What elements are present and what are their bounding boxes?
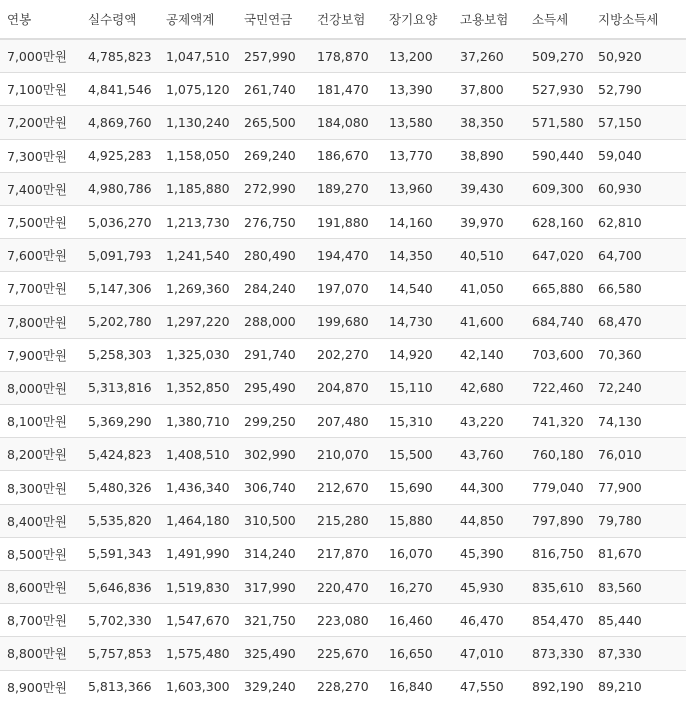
- cell-local-income-tax: 52,790: [591, 73, 686, 106]
- table-row: [0, 272, 686, 305]
- cell-national-pension: 314,240: [237, 537, 310, 570]
- cell-income-tax: 873,330: [525, 637, 591, 670]
- cell-income-tax: 703,600: [525, 338, 591, 371]
- cell-long-term-care: 14,540: [382, 272, 453, 305]
- cell-local-income-tax: 50,920: [591, 39, 686, 73]
- cell-national-pension: 295,490: [237, 371, 310, 404]
- cell-employment-insurance: 44,850: [453, 504, 525, 537]
- cell-health-insurance: 212,670: [310, 471, 382, 504]
- cell-local-income-tax: 85,440: [591, 604, 686, 637]
- cell-health-insurance: 220,470: [310, 571, 382, 604]
- cell-long-term-care: 13,200: [382, 39, 453, 73]
- cell-annual-salary: 8,400만원: [0, 504, 81, 537]
- cell-health-insurance: 194,470: [310, 239, 382, 272]
- cell-annual-salary: 7,200만원: [0, 106, 81, 139]
- cell-total-deductions: 1,519,830: [159, 571, 237, 604]
- cell-health-insurance: 199,680: [310, 305, 382, 338]
- cell-net-pay: 5,313,816: [81, 371, 159, 404]
- cell-national-pension: 269,240: [237, 139, 310, 172]
- cell-income-tax: 527,930: [525, 73, 591, 106]
- cell-national-pension: 261,740: [237, 73, 310, 106]
- cell-health-insurance: 223,080: [310, 604, 382, 637]
- cell-total-deductions: 1,380,710: [159, 405, 237, 438]
- cell-national-pension: 299,250: [237, 405, 310, 438]
- cell-net-pay: 5,591,343: [81, 537, 159, 570]
- cell-local-income-tax: 74,130: [591, 405, 686, 438]
- cell-health-insurance: 225,670: [310, 637, 382, 670]
- table-row: [0, 106, 686, 139]
- table-row: [0, 371, 686, 404]
- cell-national-pension: 329,240: [237, 670, 310, 703]
- cell-national-pension: 280,490: [237, 239, 310, 272]
- header-long-term-care: 장기요양: [382, 0, 453, 39]
- cell-net-pay: 4,841,546: [81, 73, 159, 106]
- cell-national-pension: 325,490: [237, 637, 310, 670]
- cell-annual-salary: 8,900만원: [0, 670, 81, 703]
- cell-employment-insurance: 42,680: [453, 371, 525, 404]
- cell-total-deductions: 1,130,240: [159, 106, 237, 139]
- cell-local-income-tax: 81,670: [591, 537, 686, 570]
- cell-national-pension: 321,750: [237, 604, 310, 637]
- table-row: [0, 405, 686, 438]
- cell-net-pay: 4,980,786: [81, 172, 159, 205]
- cell-total-deductions: 1,464,180: [159, 504, 237, 537]
- cell-local-income-tax: 59,040: [591, 139, 686, 172]
- cell-health-insurance: 181,470: [310, 73, 382, 106]
- cell-total-deductions: 1,352,850: [159, 371, 237, 404]
- cell-long-term-care: 13,390: [382, 73, 453, 106]
- cell-employment-insurance: 47,550: [453, 670, 525, 703]
- cell-income-tax: 892,190: [525, 670, 591, 703]
- cell-net-pay: 5,036,270: [81, 205, 159, 238]
- cell-local-income-tax: 57,150: [591, 106, 686, 139]
- cell-health-insurance: 191,880: [310, 205, 382, 238]
- cell-net-pay: 4,869,760: [81, 106, 159, 139]
- cell-local-income-tax: 70,360: [591, 338, 686, 371]
- header-total-deductions: 공제액계: [159, 0, 237, 39]
- table-row: [0, 438, 686, 471]
- table-row: [0, 205, 686, 238]
- cell-employment-insurance: 44,300: [453, 471, 525, 504]
- cell-annual-salary: 8,200만원: [0, 438, 81, 471]
- cell-annual-salary: 7,700만원: [0, 272, 81, 305]
- cell-employment-insurance: 37,260: [453, 39, 525, 73]
- cell-total-deductions: 1,603,300: [159, 670, 237, 703]
- cell-health-insurance: 186,670: [310, 139, 382, 172]
- cell-total-deductions: 1,436,340: [159, 471, 237, 504]
- header-net-pay: 실수령액: [81, 0, 159, 39]
- cell-net-pay: 5,757,853: [81, 637, 159, 670]
- cell-local-income-tax: 76,010: [591, 438, 686, 471]
- cell-local-income-tax: 77,900: [591, 471, 686, 504]
- header-employment-insurance: 고용보험: [453, 0, 525, 39]
- cell-health-insurance: 210,070: [310, 438, 382, 471]
- cell-employment-insurance: 45,930: [453, 571, 525, 604]
- cell-net-pay: 5,202,780: [81, 305, 159, 338]
- cell-net-pay: 5,535,820: [81, 504, 159, 537]
- table-row: [0, 172, 686, 205]
- table-row: [0, 670, 686, 703]
- table-row: [0, 39, 686, 73]
- table-row: [0, 571, 686, 604]
- cell-health-insurance: 217,870: [310, 537, 382, 570]
- cell-income-tax: 741,320: [525, 405, 591, 438]
- cell-net-pay: 5,369,290: [81, 405, 159, 438]
- table-row: [0, 537, 686, 570]
- cell-local-income-tax: 89,210: [591, 670, 686, 703]
- cell-total-deductions: 1,325,030: [159, 338, 237, 371]
- cell-income-tax: 665,880: [525, 272, 591, 305]
- cell-net-pay: 5,091,793: [81, 239, 159, 272]
- cell-total-deductions: 1,185,880: [159, 172, 237, 205]
- cell-national-pension: 265,500: [237, 106, 310, 139]
- header-national-pension: 국민연금: [237, 0, 310, 39]
- table-row: [0, 73, 686, 106]
- cell-income-tax: 779,040: [525, 471, 591, 504]
- table-row: [0, 604, 686, 637]
- cell-health-insurance: 202,270: [310, 338, 382, 371]
- cell-employment-insurance: 41,050: [453, 272, 525, 305]
- cell-health-insurance: 228,270: [310, 670, 382, 703]
- cell-income-tax: 816,750: [525, 537, 591, 570]
- cell-total-deductions: 1,269,360: [159, 272, 237, 305]
- cell-annual-salary: 7,500만원: [0, 205, 81, 238]
- cell-total-deductions: 1,241,540: [159, 239, 237, 272]
- cell-total-deductions: 1,213,730: [159, 205, 237, 238]
- cell-long-term-care: 15,690: [382, 471, 453, 504]
- cell-income-tax: 647,020: [525, 239, 591, 272]
- cell-annual-salary: 8,100만원: [0, 405, 81, 438]
- cell-long-term-care: 16,650: [382, 637, 453, 670]
- cell-local-income-tax: 66,580: [591, 272, 686, 305]
- cell-national-pension: 288,000: [237, 305, 310, 338]
- cell-health-insurance: 184,080: [310, 106, 382, 139]
- cell-health-insurance: 178,870: [310, 39, 382, 73]
- cell-long-term-care: 15,310: [382, 405, 453, 438]
- cell-annual-salary: 8,700만원: [0, 604, 81, 637]
- cell-national-pension: 257,990: [237, 39, 310, 73]
- cell-local-income-tax: 62,810: [591, 205, 686, 238]
- cell-long-term-care: 15,110: [382, 371, 453, 404]
- cell-annual-salary: 7,900만원: [0, 338, 81, 371]
- cell-local-income-tax: 64,700: [591, 239, 686, 272]
- cell-income-tax: 628,160: [525, 205, 591, 238]
- cell-employment-insurance: 46,470: [453, 604, 525, 637]
- cell-annual-salary: 7,100만원: [0, 73, 81, 106]
- header-income-tax: 소득세: [525, 0, 591, 39]
- header-annual-salary: 연봉: [0, 0, 81, 39]
- header-row: [0, 0, 686, 39]
- cell-annual-salary: 7,600만원: [0, 239, 81, 272]
- cell-income-tax: 571,580: [525, 106, 591, 139]
- cell-annual-salary: 8,300만원: [0, 471, 81, 504]
- cell-health-insurance: 215,280: [310, 504, 382, 537]
- cell-annual-salary: 7,400만원: [0, 172, 81, 205]
- header-local-income-tax: 지방소득세: [591, 0, 686, 39]
- cell-national-pension: 310,500: [237, 504, 310, 537]
- cell-total-deductions: 1,547,670: [159, 604, 237, 637]
- table-row: [0, 471, 686, 504]
- table-row: [0, 637, 686, 670]
- cell-total-deductions: 1,297,220: [159, 305, 237, 338]
- header-health-insurance: 건강보험: [310, 0, 382, 39]
- cell-national-pension: 317,990: [237, 571, 310, 604]
- cell-long-term-care: 15,880: [382, 504, 453, 537]
- cell-employment-insurance: 37,800: [453, 73, 525, 106]
- cell-annual-salary: 8,500만원: [0, 537, 81, 570]
- cell-local-income-tax: 60,930: [591, 172, 686, 205]
- cell-employment-insurance: 38,350: [453, 106, 525, 139]
- table-row: [0, 139, 686, 172]
- cell-national-pension: 302,990: [237, 438, 310, 471]
- table-header: [0, 0, 686, 39]
- cell-health-insurance: 207,480: [310, 405, 382, 438]
- cell-income-tax: 835,610: [525, 571, 591, 604]
- cell-long-term-care: 16,070: [382, 537, 453, 570]
- cell-employment-insurance: 39,430: [453, 172, 525, 205]
- cell-income-tax: 722,460: [525, 371, 591, 404]
- cell-income-tax: 590,440: [525, 139, 591, 172]
- cell-total-deductions: 1,047,510: [159, 39, 237, 73]
- cell-total-deductions: 1,075,120: [159, 73, 237, 106]
- cell-annual-salary: 7,800만원: [0, 305, 81, 338]
- cell-income-tax: 854,470: [525, 604, 591, 637]
- cell-health-insurance: 189,270: [310, 172, 382, 205]
- cell-net-pay: 4,785,823: [81, 39, 159, 73]
- table-row: [0, 305, 686, 338]
- cell-income-tax: 684,740: [525, 305, 591, 338]
- cell-long-term-care: 16,270: [382, 571, 453, 604]
- cell-long-term-care: 16,460: [382, 604, 453, 637]
- cell-long-term-care: 13,580: [382, 106, 453, 139]
- cell-local-income-tax: 83,560: [591, 571, 686, 604]
- cell-national-pension: 291,740: [237, 338, 310, 371]
- cell-local-income-tax: 72,240: [591, 371, 686, 404]
- cell-annual-salary: 7,000만원: [0, 39, 81, 73]
- table-row: [0, 338, 686, 371]
- cell-employment-insurance: 39,970: [453, 205, 525, 238]
- cell-annual-salary: 8,000만원: [0, 371, 81, 404]
- table-body: [0, 39, 686, 703]
- cell-employment-insurance: 47,010: [453, 637, 525, 670]
- cell-long-term-care: 14,730: [382, 305, 453, 338]
- cell-income-tax: 609,300: [525, 172, 591, 205]
- cell-employment-insurance: 42,140: [453, 338, 525, 371]
- cell-employment-insurance: 40,510: [453, 239, 525, 272]
- cell-local-income-tax: 79,780: [591, 504, 686, 537]
- cell-total-deductions: 1,158,050: [159, 139, 237, 172]
- cell-long-term-care: 16,840: [382, 670, 453, 703]
- cell-employment-insurance: 38,890: [453, 139, 525, 172]
- cell-net-pay: 5,258,303: [81, 338, 159, 371]
- cell-employment-insurance: 45,390: [453, 537, 525, 570]
- cell-annual-salary: 7,300만원: [0, 139, 81, 172]
- cell-income-tax: 797,890: [525, 504, 591, 537]
- table-row: [0, 239, 686, 272]
- cell-net-pay: 5,813,366: [81, 670, 159, 703]
- cell-employment-insurance: 43,220: [453, 405, 525, 438]
- cell-long-term-care: 13,770: [382, 139, 453, 172]
- cell-net-pay: 5,424,823: [81, 438, 159, 471]
- cell-total-deductions: 1,491,990: [159, 537, 237, 570]
- cell-net-pay: 4,925,283: [81, 139, 159, 172]
- cell-income-tax: 760,180: [525, 438, 591, 471]
- cell-net-pay: 5,646,836: [81, 571, 159, 604]
- cell-national-pension: 284,240: [237, 272, 310, 305]
- cell-long-term-care: 14,920: [382, 338, 453, 371]
- cell-employment-insurance: 43,760: [453, 438, 525, 471]
- cell-long-term-care: 14,160: [382, 205, 453, 238]
- cell-income-tax: 509,270: [525, 39, 591, 73]
- cell-total-deductions: 1,408,510: [159, 438, 237, 471]
- cell-national-pension: 272,990: [237, 172, 310, 205]
- cell-annual-salary: 8,800만원: [0, 637, 81, 670]
- cell-total-deductions: 1,575,480: [159, 637, 237, 670]
- cell-local-income-tax: 68,470: [591, 305, 686, 338]
- cell-health-insurance: 204,870: [310, 371, 382, 404]
- cell-national-pension: 306,740: [237, 471, 310, 504]
- cell-local-income-tax: 87,330: [591, 637, 686, 670]
- cell-net-pay: 5,702,330: [81, 604, 159, 637]
- cell-national-pension: 276,750: [237, 205, 310, 238]
- cell-long-term-care: 15,500: [382, 438, 453, 471]
- cell-net-pay: 5,147,306: [81, 272, 159, 305]
- cell-health-insurance: 197,070: [310, 272, 382, 305]
- cell-net-pay: 5,480,326: [81, 471, 159, 504]
- cell-long-term-care: 13,960: [382, 172, 453, 205]
- table-row: [0, 504, 686, 537]
- cell-long-term-care: 14,350: [382, 239, 453, 272]
- cell-annual-salary: 8,600만원: [0, 571, 81, 604]
- cell-employment-insurance: 41,600: [453, 305, 525, 338]
